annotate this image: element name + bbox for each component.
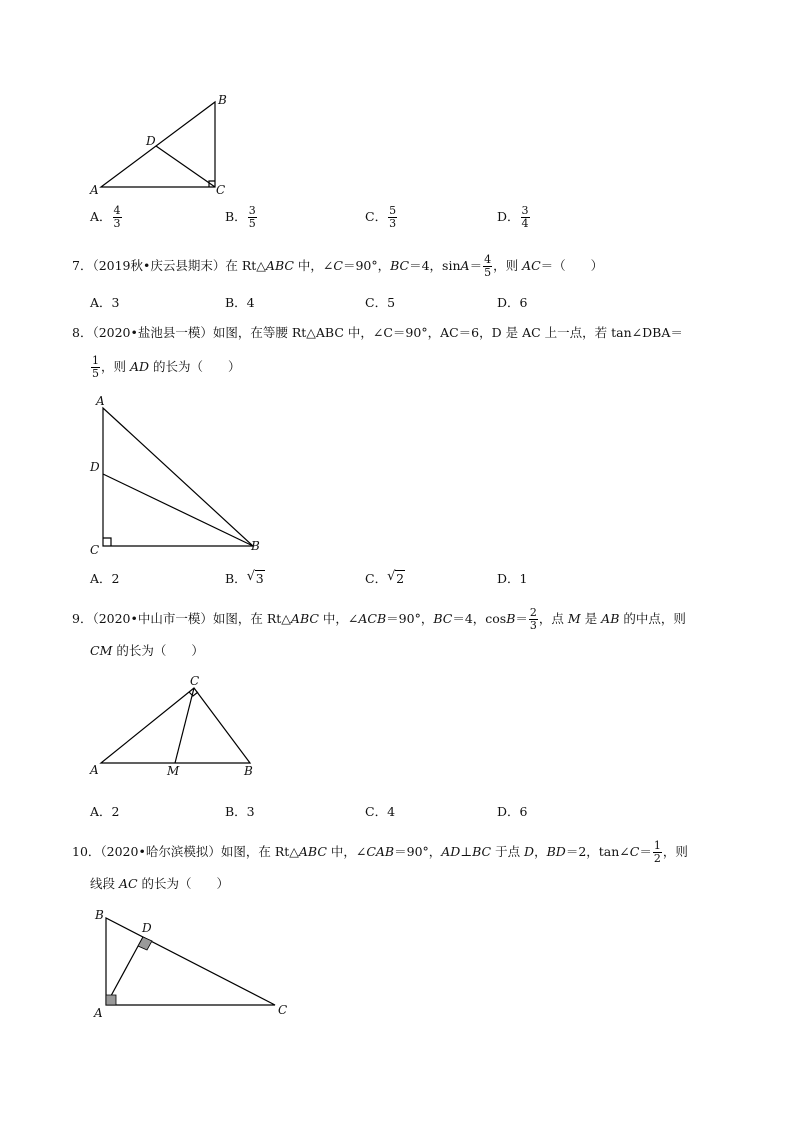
- q7-text-1: 中，∠: [293, 258, 334, 273]
- q9-m: M: [567, 611, 581, 626]
- q6-option-a-num: 4: [113, 204, 121, 217]
- q10-text-d: ⊥: [460, 844, 473, 859]
- q9-label-a: A: [90, 763, 99, 777]
- q8-option-c[interactable]: C． √ 2: [365, 569, 405, 586]
- q7-option-c[interactable]: C．5: [365, 295, 396, 310]
- q10-right-angle-mark-d: [138, 937, 152, 950]
- q9-frac-num: 2: [529, 606, 537, 619]
- q7-bc: BC: [390, 258, 410, 273]
- q9-text-g: 是: [580, 611, 602, 626]
- q10-triangle: [106, 918, 275, 1005]
- q10-text-e: 于点: [491, 844, 525, 859]
- q8-option-d-key: D．: [497, 571, 520, 586]
- q9-label-c: C: [190, 674, 200, 688]
- q6-label-a: A: [90, 183, 99, 197]
- q10-text-h: ＝: [639, 844, 652, 859]
- q9-text-line2: 的长为（ ）: [112, 643, 204, 658]
- q9-text-a: 9．（2020•中山市一模）如图，在 Rt△: [72, 611, 291, 626]
- q7-prefix: 7．（2019秋•庆云县期末）在 Rt△: [72, 258, 266, 273]
- q10-frac-num: 1: [653, 839, 661, 852]
- q6-label-c: C: [216, 183, 226, 197]
- q8-option-a-key: A．: [90, 571, 112, 586]
- q10-bd: BD: [546, 844, 566, 859]
- q6-option-d-key: D．: [497, 209, 520, 224]
- q6-option-a-key: A．: [90, 209, 112, 224]
- q10-label-d: D: [142, 921, 152, 935]
- q9-option-a[interactable]: A．2: [90, 804, 120, 819]
- q9-acb: ACB: [358, 611, 387, 626]
- q8-label-b: B: [251, 539, 260, 553]
- q6-label-b: B: [218, 93, 227, 107]
- q8-frac-num: 1: [92, 354, 99, 367]
- q8-option-b[interactable]: B． √ 3: [225, 569, 264, 586]
- q10-text-a: 10．（2020•哈尔滨模拟）如图，在 Rt△: [72, 844, 299, 859]
- q8-text-b: 的长为（ ）: [149, 359, 241, 374]
- q6-option-b-num: 3: [248, 204, 256, 217]
- q9-label-m: M: [167, 764, 180, 778]
- q8-option-b-key: B．: [225, 571, 247, 586]
- q10-frac-den: 2: [653, 852, 661, 865]
- q8-label-d: D: [90, 460, 100, 474]
- q9-text-c: ＝90°，: [386, 611, 434, 626]
- q10-text-b: 中，∠: [326, 844, 367, 859]
- q6-option-c-key: C．: [365, 209, 388, 224]
- q9-option-c[interactable]: C．4: [365, 804, 396, 819]
- q7-eq: ＝: [469, 258, 483, 273]
- q9-triangle: ABC: [290, 611, 319, 626]
- q8-stem-line1: 8．（2020•盐池县一模）如图，在等腰 Rt△ABC 中，∠C＝90°，AC＝6，D 是 AC 上一点，若 tan∠DBA＝: [72, 325, 683, 340]
- q6-option-b-key: B．: [225, 209, 247, 224]
- q8-option-d-value: 1: [519, 571, 528, 586]
- q8-option-c-radicand: 2: [396, 571, 405, 586]
- q9-cm: CM: [90, 643, 113, 658]
- q10-d: D: [524, 844, 535, 859]
- q9-text-e: ＝: [515, 611, 528, 626]
- q7-text-4: ，则: [493, 258, 523, 273]
- q8-ad: AD: [129, 359, 150, 374]
- q10-label-a: A: [94, 1006, 103, 1020]
- q6-option-c-den: 3: [389, 217, 397, 230]
- q10-ac: AC: [118, 876, 138, 891]
- q6-option-d-num: 3: [521, 204, 529, 217]
- q8-text-a: ，则: [101, 359, 130, 374]
- q10-bc: BC: [472, 844, 492, 859]
- q6-label-d: D: [146, 134, 156, 148]
- q10-ad: AD: [441, 844, 461, 859]
- q7-tail: ＝（ ）: [540, 258, 604, 273]
- q10-text-line2b: 的长为（ ）: [137, 876, 230, 891]
- q10-text-g: ＝2，tan∠: [565, 844, 630, 859]
- q10-c: C: [629, 844, 640, 859]
- q8-label-a: A: [96, 394, 105, 408]
- q9-text-h: 的中点，则: [619, 611, 686, 626]
- q7-frac-den: 5: [484, 266, 492, 279]
- q9-b: B: [506, 611, 516, 626]
- q9-option-d[interactable]: D．6: [497, 804, 528, 819]
- q7-option-d[interactable]: D．6: [497, 295, 528, 310]
- q7-triangle: ABC: [265, 258, 294, 273]
- q6-option-a-den: 3: [113, 217, 121, 230]
- q10-label-c: C: [278, 1003, 288, 1017]
- q9-bc: BC: [433, 611, 453, 626]
- q9-ab: AB: [601, 611, 620, 626]
- q6-option-b-den: 5: [248, 217, 256, 230]
- q7-angle-c: C: [333, 258, 343, 273]
- q8-option-c-key: C．: [365, 571, 388, 586]
- q10-text-line2a: 线段: [90, 876, 119, 891]
- q10-label-b: B: [95, 908, 104, 922]
- q7-text-2: ＝90°，: [342, 258, 391, 273]
- q6-option-c-num: 5: [389, 204, 397, 217]
- q10-cab: CAB: [366, 844, 395, 859]
- q7-option-a[interactable]: A．3: [90, 295, 120, 310]
- q9-option-b[interactable]: B．3: [225, 804, 255, 819]
- q9-text-f: ，点: [538, 611, 568, 626]
- q9-label-b: B: [244, 764, 253, 778]
- q10-right-angle-mark-a: [106, 995, 116, 1005]
- q10-text-f: ，: [534, 844, 547, 859]
- q10-text-i: ，则: [662, 844, 688, 859]
- q8-label-c: C: [90, 543, 100, 557]
- q8-option-b-radicand: 3: [255, 571, 264, 586]
- q10-text-c: ＝90°，: [394, 844, 442, 859]
- q7-option-b[interactable]: B．4: [225, 295, 255, 310]
- q6-option-d-den: 4: [521, 217, 529, 230]
- q7-frac-num: 4: [484, 253, 492, 266]
- q9-text-b: 中，∠: [318, 611, 359, 626]
- q7-text-3: ＝4，sin: [409, 258, 461, 273]
- q7-ac: AC: [522, 258, 541, 273]
- q9-frac-den: 3: [529, 619, 537, 632]
- q8-frac-den: 5: [92, 367, 99, 380]
- q8-option-a-value: 2: [111, 571, 120, 586]
- q7-a: A: [460, 258, 470, 273]
- q10-triangle: ABC: [298, 844, 327, 859]
- q9-text-d: ＝4，cos: [452, 611, 507, 626]
